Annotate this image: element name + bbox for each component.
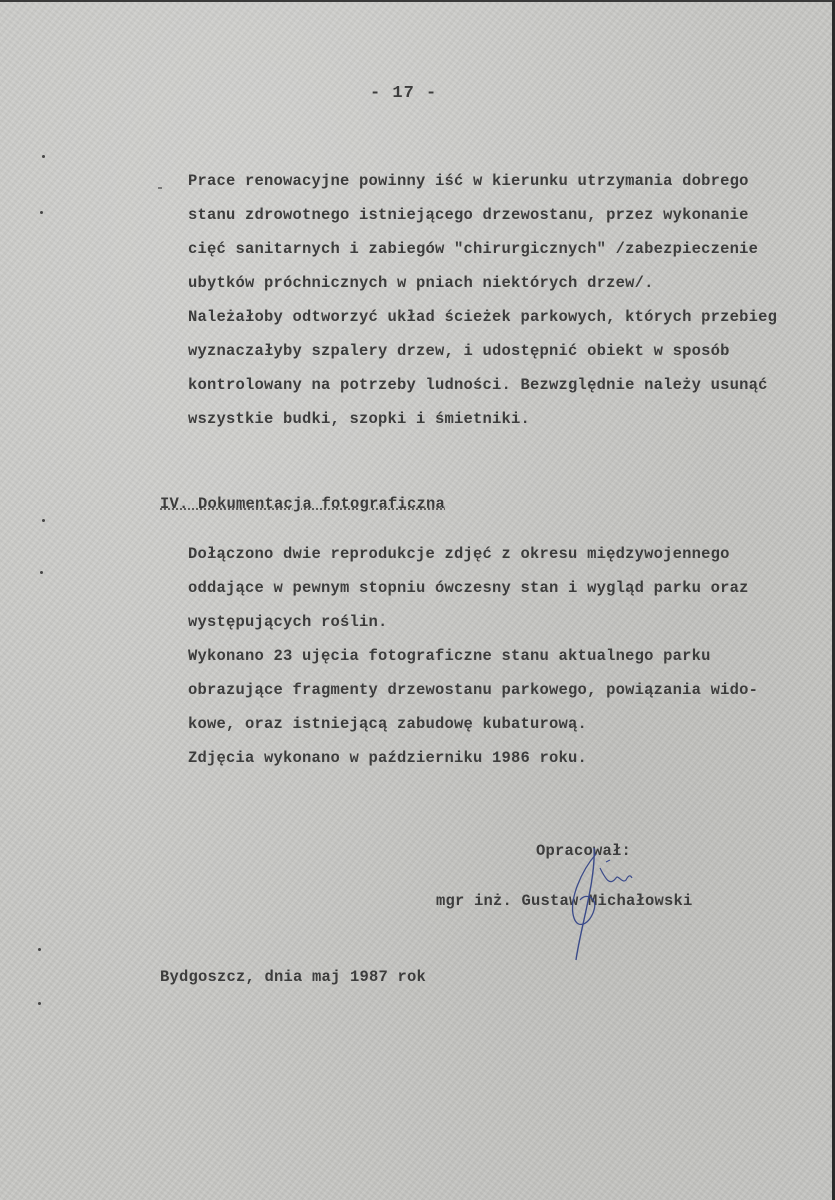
prepared-by-label: Opracował: [536,842,632,860]
text-line: cięć sanitarnych i zabiegów "chirurgicznych" /zabezpieczenie [188,240,759,258]
place-and-date: Bydgoszcz, dnia maj 1987 rok [160,968,427,986]
text-line: kontrolowany na potrzeby ludności. Bezwzględnie należy usunąć [188,376,768,394]
text-line: oddające w pewnym stopniu ówczesny stan i wygląd parku oraz [188,579,749,597]
text-line: obrazujące fragmenty drzewostanu parkowego, powiązania wido- [188,681,759,699]
punch-mark [42,155,45,158]
text-line: kowe, oraz istniejącą zabudowę kubaturową. [188,715,588,733]
text-line: Zdjęcia wykonano w październiku 1986 roku. [188,749,588,767]
punch-mark [40,211,43,214]
text-line: Wykonano 23 ujęcia fotograficzne stanu aktualnego parku [188,647,711,665]
text-line: Prace renowacyjne powinny iść w kierunku utrzymania dobrego [188,172,749,190]
text-line: wszystkie budki, szopki i śmietniki. [188,410,531,428]
section-heading: IV. Dokumentacja fotograficzna [160,495,446,513]
author-name: mgr inż. Gustaw Michałowski [436,892,693,910]
stray-mark [158,187,162,189]
punch-mark [38,948,41,951]
text-line: występujących roślin. [188,613,388,631]
handwritten-signature [560,840,650,970]
text-line: wyznaczałyby szpalery drzew, i udostępnić obiekt w sposób [188,342,730,360]
punch-mark [38,1002,41,1005]
text-line: ubytków próchnicznych w pniach niektórych drzew/. [188,274,654,292]
punch-mark [40,571,43,574]
punch-mark [42,519,45,522]
text-line: Dołączono dwie reprodukcje zdjęć z okresu międzywojennego [188,545,730,563]
page-number: - 17 - [370,84,438,103]
text-line: stanu zdrowotnego istniejącego drzewostanu, przez wykonanie [188,206,749,224]
text-line: Należałoby odtworzyć układ ścieżek parkowych, których przebieg [188,308,778,326]
